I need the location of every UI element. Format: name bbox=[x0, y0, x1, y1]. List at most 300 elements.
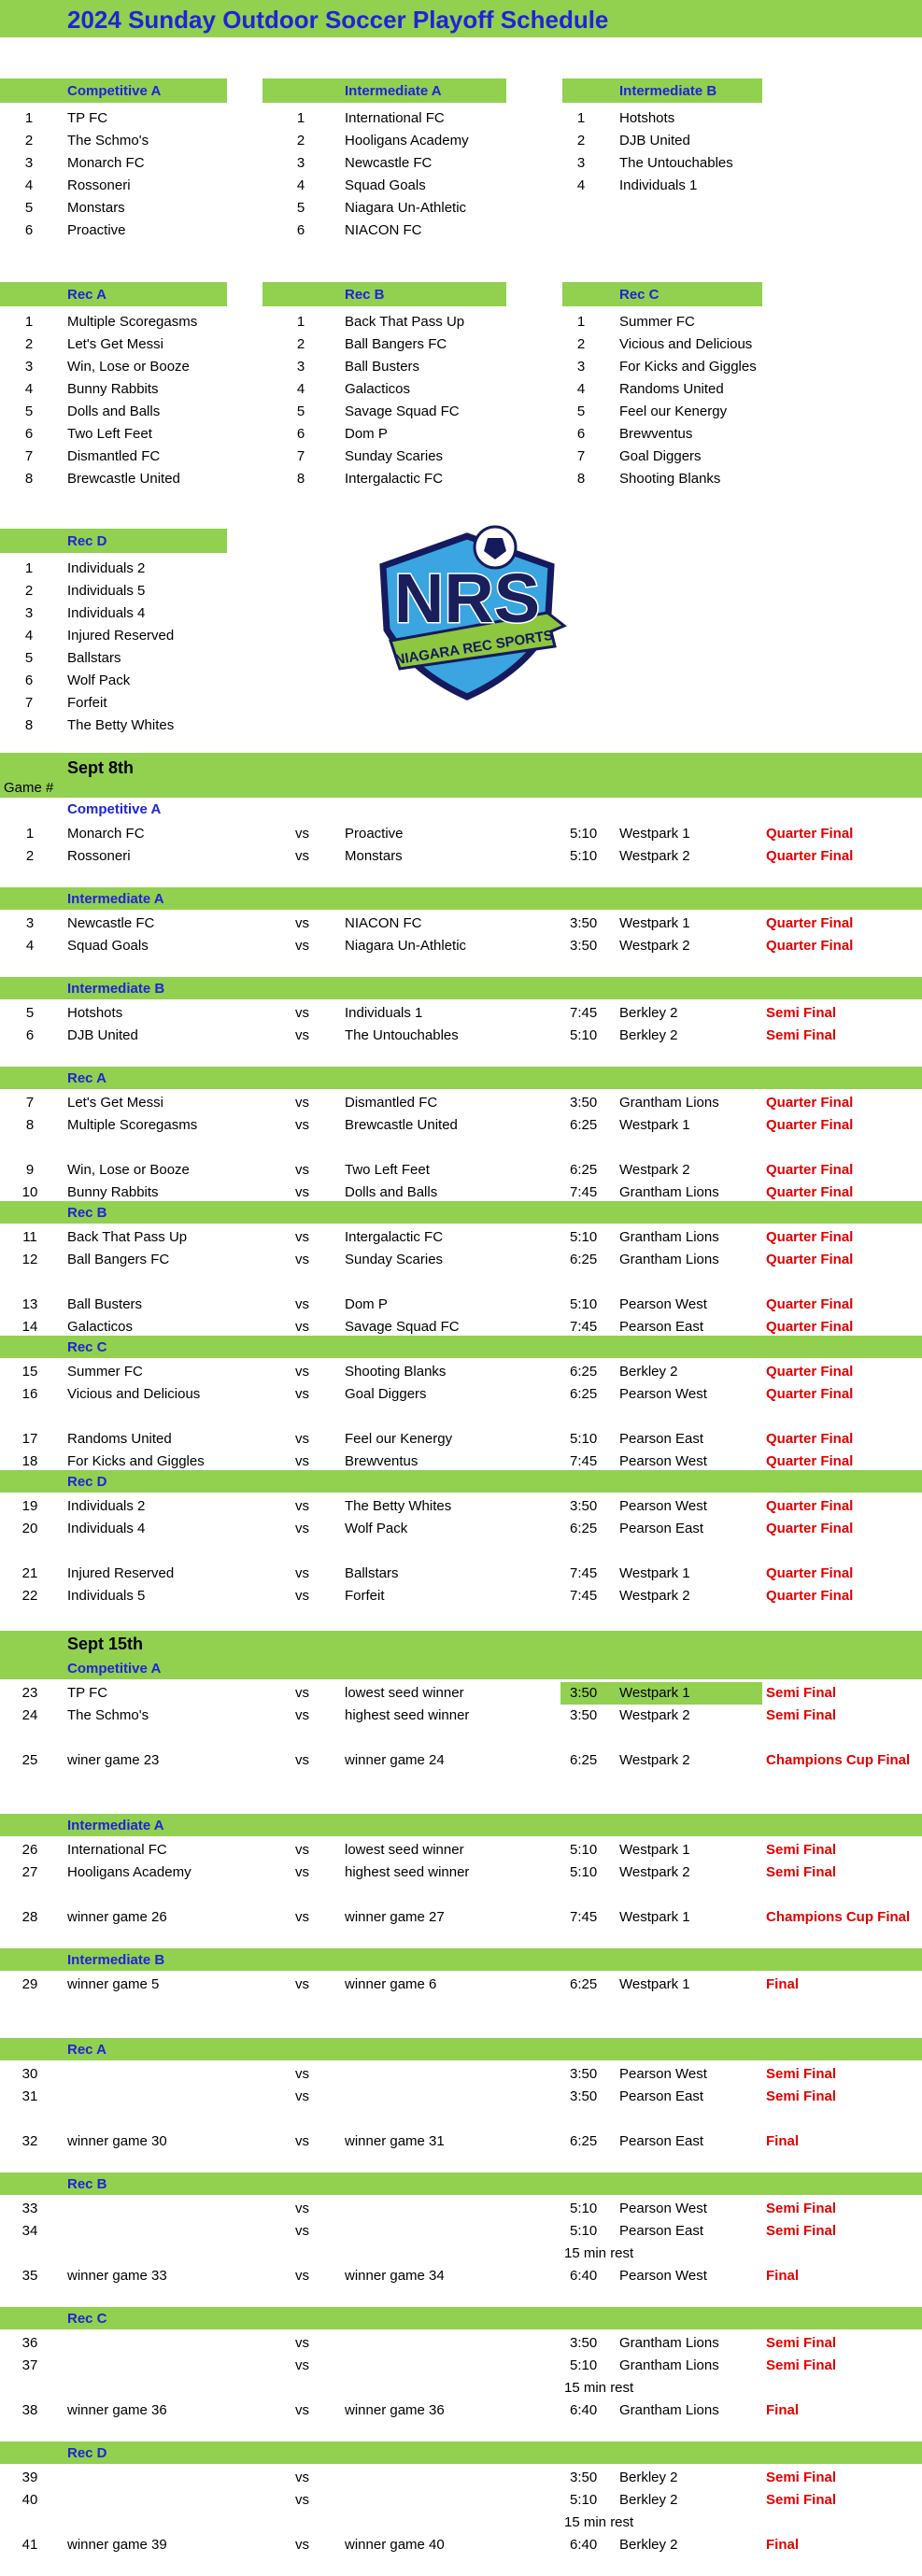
seed-number: 4 bbox=[24, 628, 34, 644]
game-time: 5:10 bbox=[570, 1296, 598, 1312]
team-name: Intergalactic FC bbox=[345, 471, 444, 487]
away-team: Two Left Feet bbox=[345, 1162, 430, 1178]
away-team: Shooting Blanks bbox=[345, 1364, 447, 1380]
field-name: Pearson East bbox=[619, 1319, 704, 1335]
game-number: 26 bbox=[21, 1842, 38, 1858]
vs-label: vs bbox=[295, 2537, 309, 2553]
team-name: Dolls and Balls bbox=[67, 403, 161, 419]
division-title: Rec D bbox=[67, 2445, 107, 2461]
game-number: 6 bbox=[25, 1027, 35, 1043]
field-name: Grantham Lions bbox=[619, 2357, 719, 2373]
division-title: Competitive A bbox=[67, 1661, 162, 1677]
vs-label: vs bbox=[295, 1976, 309, 1992]
team-name: International FC bbox=[345, 110, 445, 126]
home-team: winner game 36 bbox=[67, 2402, 167, 2418]
away-team: lowest seed winner bbox=[345, 1842, 464, 1858]
game-time: 7:45 bbox=[570, 1184, 598, 1200]
vs-label: vs bbox=[295, 2066, 309, 2082]
division-bar bbox=[0, 1067, 922, 1089]
home-team: Rossoneri bbox=[67, 848, 131, 864]
game-number: 22 bbox=[21, 1588, 38, 1604]
round-label: Quarter Final bbox=[766, 1296, 854, 1312]
field-name: Westpark 1 bbox=[619, 1909, 690, 1925]
round-label: Quarter Final bbox=[766, 1521, 854, 1536]
round-label: Semi Final bbox=[766, 1005, 837, 1021]
home-team: Individuals 5 bbox=[67, 1588, 146, 1604]
home-team: Win, Lose or Booze bbox=[67, 1162, 190, 1178]
game-time: 3:50 bbox=[570, 1498, 598, 1514]
field-name: Pearson East bbox=[619, 2133, 704, 2149]
away-team: Savage Squad FC bbox=[345, 1319, 460, 1335]
field-name: Westpark 1 bbox=[619, 1565, 690, 1581]
division-title: Rec C bbox=[67, 2311, 107, 2327]
away-team: Ballstars bbox=[345, 1565, 399, 1581]
seed-number: 7 bbox=[24, 448, 34, 464]
niagara-rec-sports-logo bbox=[364, 519, 570, 702]
home-team: Individuals 4 bbox=[67, 1521, 146, 1536]
seed-number: 6 bbox=[24, 222, 34, 238]
vs-label: vs bbox=[295, 2357, 309, 2373]
vs-label: vs bbox=[295, 2268, 309, 2284]
round-label: Quarter Final bbox=[766, 1588, 854, 1604]
seed-number: 4 bbox=[296, 381, 305, 397]
game-number: 12 bbox=[21, 1252, 38, 1267]
team-name: Monarch FC bbox=[67, 155, 145, 171]
field-name: Westpark 1 bbox=[619, 826, 690, 842]
division-title: Competitive A bbox=[67, 801, 162, 817]
standings-division-title: Rec D bbox=[67, 533, 107, 549]
home-team: Bunny Rabbits bbox=[67, 1184, 159, 1200]
seed-number: 2 bbox=[576, 336, 586, 352]
round-label: Quarter Final bbox=[766, 848, 854, 864]
game-time: 6:25 bbox=[570, 1117, 598, 1133]
standings-division-title: Intermediate B bbox=[619, 83, 717, 99]
home-team: winer game 23 bbox=[67, 1752, 160, 1768]
team-name: Injured Reserved bbox=[67, 628, 175, 644]
vs-label: vs bbox=[295, 2223, 309, 2239]
team-name: Back That Pass Up bbox=[345, 314, 465, 330]
game-time: 7:45 bbox=[570, 1588, 598, 1604]
seed-number: 6 bbox=[576, 426, 586, 442]
round-label: Champions Cup Final bbox=[766, 1752, 911, 1768]
home-team: Galacticos bbox=[67, 1319, 134, 1335]
away-team: Intergalactic FC bbox=[345, 1229, 444, 1245]
field-name: Pearson East bbox=[619, 1521, 704, 1536]
game-time: 7:45 bbox=[570, 1319, 598, 1335]
vs-label: vs bbox=[295, 1095, 309, 1111]
away-team: winner game 6 bbox=[345, 1976, 437, 1992]
field-name: Pearson West bbox=[619, 2268, 707, 2284]
game-time: 5:10 bbox=[570, 1842, 598, 1858]
division-bar bbox=[0, 2442, 922, 2464]
round-label: Semi Final bbox=[766, 2223, 837, 2239]
field-name: Grantham Lions bbox=[619, 2335, 719, 2351]
vs-label: vs bbox=[295, 2133, 309, 2149]
vs-label: vs bbox=[295, 2201, 309, 2216]
field-name: Grantham Lions bbox=[619, 2402, 719, 2418]
field-name: Pearson East bbox=[619, 2223, 704, 2239]
round-label: Semi Final bbox=[766, 2470, 837, 2485]
team-name: Monstars bbox=[67, 200, 125, 216]
game-number: 17 bbox=[21, 1431, 38, 1447]
away-team: Forfeit bbox=[345, 1588, 385, 1604]
team-name: Galacticos bbox=[345, 381, 411, 397]
seed-number: 5 bbox=[24, 200, 34, 216]
team-name: Hooligans Academy bbox=[345, 133, 469, 149]
round-label: Quarter Final bbox=[766, 1565, 854, 1581]
team-name: Let's Get Messi bbox=[67, 336, 163, 352]
game-time: 5:10 bbox=[570, 848, 598, 864]
field-name: Westpark 2 bbox=[619, 1707, 690, 1723]
game-number: 2 bbox=[25, 848, 35, 864]
home-team: For Kicks and Giggles bbox=[67, 1453, 205, 1469]
home-team: The Schmo's bbox=[67, 1707, 149, 1723]
division-title: Intermediate B bbox=[67, 981, 165, 997]
team-name: NIACON FC bbox=[345, 222, 422, 238]
standings-header-bar bbox=[0, 282, 227, 306]
vs-label: vs bbox=[295, 1909, 309, 1925]
home-team: Let's Get Messi bbox=[67, 1095, 163, 1111]
seed-number: 6 bbox=[24, 426, 34, 442]
game-time: 6:25 bbox=[570, 2133, 598, 2149]
game-number: 32 bbox=[21, 2133, 38, 2149]
home-team: winner game 5 bbox=[67, 1976, 160, 1992]
game-time: 3:50 bbox=[570, 938, 598, 954]
round-label: Semi Final bbox=[766, 2335, 837, 2351]
division-bar bbox=[0, 1201, 922, 1224]
standings-division-title: Rec B bbox=[345, 287, 385, 303]
away-team: winner game 34 bbox=[345, 2268, 445, 2284]
round-label: Quarter Final bbox=[766, 1117, 854, 1133]
division-title: Rec A bbox=[67, 2042, 106, 2058]
home-team: International FC bbox=[67, 1842, 167, 1858]
vs-label: vs bbox=[295, 1364, 309, 1380]
game-number: 23 bbox=[21, 1685, 38, 1701]
field-name: Westpark 1 bbox=[619, 1976, 690, 1992]
game-number: 27 bbox=[21, 1864, 38, 1880]
vs-label: vs bbox=[295, 1752, 309, 1768]
round-label: Semi Final bbox=[766, 2201, 837, 2216]
away-team: highest seed winner bbox=[345, 1707, 470, 1723]
round-label: Quarter Final bbox=[766, 938, 854, 954]
round-label: Quarter Final bbox=[766, 1498, 854, 1514]
seed-number: 1 bbox=[576, 314, 586, 330]
away-team: winner game 36 bbox=[345, 2402, 445, 2418]
seed-number: 1 bbox=[296, 314, 305, 330]
game-number: 40 bbox=[21, 2492, 38, 2508]
game-number: 10 bbox=[21, 1184, 38, 1200]
vs-label: vs bbox=[295, 1707, 309, 1723]
game-number: 38 bbox=[21, 2402, 38, 2418]
team-name: Savage Squad FC bbox=[345, 403, 460, 419]
game-number: 33 bbox=[21, 2201, 38, 2216]
field-name: Berkley 2 bbox=[619, 1005, 678, 1021]
team-name: The Untouchables bbox=[619, 155, 733, 171]
round-label: Semi Final bbox=[766, 2066, 837, 2082]
vs-label: vs bbox=[295, 2335, 309, 2351]
standings-header-bar bbox=[0, 529, 227, 553]
rest-note: 15 min rest bbox=[564, 2380, 634, 2396]
game-number: 37 bbox=[21, 2357, 38, 2373]
team-name: Ball Bangers FC bbox=[345, 336, 447, 352]
seed-number: 4 bbox=[24, 177, 34, 193]
seed-number: 2 bbox=[296, 336, 305, 352]
division-title: Rec B bbox=[67, 1205, 107, 1221]
seed-number: 2 bbox=[24, 133, 34, 149]
division-bar bbox=[0, 2307, 922, 2329]
page-title: 2024 Sunday Outdoor Soccer Playoff Schedule bbox=[67, 6, 609, 34]
team-name: Ballstars bbox=[67, 650, 121, 666]
away-team: winner game 31 bbox=[345, 2133, 445, 2149]
game-number: 31 bbox=[21, 2088, 38, 2104]
standings-division-title: Rec A bbox=[67, 287, 106, 303]
vs-label: vs bbox=[295, 2470, 309, 2485]
field-name: Westpark 2 bbox=[619, 1162, 690, 1178]
vs-label: vs bbox=[295, 1296, 309, 1312]
team-name: Individuals 2 bbox=[67, 560, 146, 576]
seed-number: 3 bbox=[24, 605, 34, 621]
vs-label: vs bbox=[295, 1229, 309, 1245]
home-team: Randoms United bbox=[67, 1431, 172, 1447]
field-name: Pearson East bbox=[619, 1431, 704, 1447]
seed-number: 1 bbox=[24, 560, 34, 576]
round-label: Semi Final bbox=[766, 1842, 837, 1858]
round-label: Quarter Final bbox=[766, 1095, 854, 1111]
field-name: Westpark 1 bbox=[619, 1685, 690, 1701]
team-name: Niagara Un-Athletic bbox=[345, 200, 467, 216]
round-label: Quarter Final bbox=[766, 1229, 854, 1245]
seed-number: 3 bbox=[576, 155, 586, 171]
team-name: Forfeit bbox=[67, 695, 107, 711]
team-name: Brewventus bbox=[619, 426, 693, 442]
team-name: Bunny Rabbits bbox=[67, 381, 159, 397]
game-time: 3:50 bbox=[570, 915, 598, 931]
away-team: Brewventus bbox=[345, 1453, 418, 1469]
vs-label: vs bbox=[295, 1842, 309, 1858]
rest-note: 15 min rest bbox=[564, 2514, 634, 2530]
seed-number: 6 bbox=[24, 672, 34, 688]
game-number: 8 bbox=[25, 1117, 35, 1133]
title-bar bbox=[0, 0, 922, 37]
division-title: Intermediate A bbox=[67, 1818, 164, 1833]
field-name: Westpark 1 bbox=[619, 1117, 690, 1133]
away-team: lowest seed winner bbox=[345, 1685, 464, 1701]
game-number: 29 bbox=[21, 1976, 38, 1992]
date-row-bar bbox=[0, 753, 922, 798]
vs-label: vs bbox=[295, 1319, 309, 1335]
seed-number: 5 bbox=[296, 200, 305, 216]
round-label: Semi Final bbox=[766, 2492, 837, 2508]
seed-number: 1 bbox=[296, 110, 305, 126]
team-name: Win, Lose or Booze bbox=[67, 359, 190, 375]
round-label: Champions Cup Final bbox=[766, 1909, 911, 1925]
vs-label: vs bbox=[295, 1162, 309, 1178]
game-time: 6:40 bbox=[570, 2268, 598, 2284]
game-time: 7:45 bbox=[570, 1909, 598, 1925]
game-time: 7:45 bbox=[570, 1005, 598, 1021]
away-team: winner game 40 bbox=[345, 2537, 445, 2553]
game-time: 5:10 bbox=[570, 1229, 598, 1245]
round-label: Quarter Final bbox=[766, 1184, 854, 1200]
seed-number: 3 bbox=[24, 359, 34, 375]
vs-label: vs bbox=[295, 1453, 309, 1469]
home-team: winner game 26 bbox=[67, 1909, 167, 1925]
round-label: Quarter Final bbox=[766, 915, 854, 931]
seed-number: 2 bbox=[296, 133, 305, 149]
game-time: 6:25 bbox=[570, 1252, 598, 1267]
team-name: Dismantled FC bbox=[67, 448, 161, 464]
rest-note: 15 min rest bbox=[564, 2245, 634, 2261]
seed-number: 3 bbox=[296, 155, 305, 171]
field-name: Westpark 1 bbox=[619, 1842, 690, 1858]
round-label: Quarter Final bbox=[766, 1431, 854, 1447]
team-name: Summer FC bbox=[619, 314, 695, 330]
vs-label: vs bbox=[295, 2492, 309, 2508]
seed-number: 1 bbox=[24, 110, 34, 126]
game-time: 5:10 bbox=[570, 1431, 598, 1447]
division-title: Rec D bbox=[67, 1474, 107, 1490]
home-team: Multiple Scoregasms bbox=[67, 1117, 198, 1133]
vs-label: vs bbox=[295, 1588, 309, 1604]
round-label: Quarter Final bbox=[766, 1319, 854, 1335]
logo-letters: NRS bbox=[393, 559, 541, 637]
vs-label: vs bbox=[295, 1498, 309, 1514]
away-team: The Betty Whites bbox=[345, 1498, 452, 1514]
seed-number: 5 bbox=[296, 403, 305, 419]
game-time: 6:40 bbox=[570, 2537, 598, 2553]
game-time: 6:25 bbox=[570, 1162, 598, 1178]
team-name: Rossoneri bbox=[67, 177, 131, 193]
seed-number: 5 bbox=[24, 403, 34, 419]
division-bar bbox=[0, 1336, 922, 1358]
round-label: Quarter Final bbox=[766, 1386, 854, 1402]
team-name: Ball Busters bbox=[345, 359, 420, 375]
game-time: 6:25 bbox=[570, 1364, 598, 1380]
vs-label: vs bbox=[295, 1521, 309, 1536]
division-bar bbox=[0, 2173, 922, 2195]
game-time: 3:50 bbox=[570, 2066, 598, 2082]
away-team: Feel our Kenergy bbox=[345, 1431, 453, 1447]
away-team: Dolls and Balls bbox=[345, 1184, 438, 1200]
game-number: 7 bbox=[25, 1095, 35, 1111]
seed-number: 7 bbox=[296, 448, 305, 464]
vs-label: vs bbox=[295, 2402, 309, 2418]
vs-label: vs bbox=[295, 938, 309, 954]
game-number: 4 bbox=[25, 938, 35, 954]
game-number: 16 bbox=[21, 1386, 38, 1402]
away-team: Wolf Pack bbox=[345, 1521, 408, 1536]
round-label: Semi Final bbox=[766, 2088, 837, 2104]
division-title: Rec A bbox=[67, 1070, 106, 1086]
home-team: winner game 39 bbox=[67, 2537, 167, 2553]
home-team: Monarch FC bbox=[67, 826, 145, 842]
team-name: Goal Diggers bbox=[619, 448, 702, 464]
seed-number: 5 bbox=[576, 403, 586, 419]
home-team: Ball Busters bbox=[67, 1296, 143, 1312]
away-team: Brewcastle United bbox=[345, 1117, 458, 1133]
home-team: Vicious and Delicious bbox=[67, 1386, 201, 1402]
game-number: 9 bbox=[25, 1162, 35, 1178]
seed-number: 4 bbox=[576, 177, 586, 193]
division-title: Rec C bbox=[67, 1339, 107, 1355]
field-name: Pearson West bbox=[619, 2201, 707, 2216]
field-name: Pearson West bbox=[619, 1296, 707, 1312]
seed-number: 3 bbox=[576, 359, 586, 375]
home-team: DJB United bbox=[67, 1027, 138, 1043]
game-time: 5:10 bbox=[570, 2223, 598, 2239]
field-name: Westpark 2 bbox=[619, 938, 690, 954]
seed-number: 8 bbox=[24, 471, 34, 487]
game-time: 5:10 bbox=[570, 2492, 598, 2508]
seed-number: 6 bbox=[296, 426, 305, 442]
home-team: Squad Goals bbox=[67, 938, 149, 954]
game-time: 3:50 bbox=[570, 1095, 598, 1111]
field-name: Pearson West bbox=[619, 2066, 707, 2082]
home-team: Summer FC bbox=[67, 1364, 143, 1380]
round-label: Final bbox=[766, 2268, 800, 2284]
division-title: Intermediate A bbox=[67, 891, 164, 907]
home-team: Back That Pass Up bbox=[67, 1229, 188, 1245]
away-team: winner game 24 bbox=[345, 1752, 445, 1768]
seed-number: 2 bbox=[576, 133, 586, 149]
vs-label: vs bbox=[295, 1685, 309, 1701]
vs-label: vs bbox=[295, 1565, 309, 1581]
team-name: TP FC bbox=[67, 110, 108, 126]
away-team: Niagara Un-Athletic bbox=[345, 938, 467, 954]
team-name: Vicious and Delicious bbox=[619, 336, 753, 352]
game-time: 3:50 bbox=[570, 1685, 598, 1701]
game-number: 15 bbox=[21, 1364, 38, 1380]
game-number: 25 bbox=[21, 1752, 38, 1768]
game-time: 5:10 bbox=[570, 2357, 598, 2373]
round-label: Semi Final bbox=[766, 2357, 837, 2373]
field-name: Pearson West bbox=[619, 1453, 707, 1469]
division-bar bbox=[0, 2038, 922, 2060]
game-time: 5:10 bbox=[570, 1864, 598, 1880]
team-name: Two Left Feet bbox=[67, 426, 152, 442]
team-name: Shooting Blanks bbox=[619, 471, 721, 487]
team-name: Individuals 5 bbox=[67, 583, 146, 599]
game-time: 6:25 bbox=[570, 1521, 598, 1536]
away-team: Proactive bbox=[345, 826, 404, 842]
game-time: 7:45 bbox=[570, 1565, 598, 1581]
game-number: 11 bbox=[22, 1229, 37, 1245]
home-team: Newcastle FC bbox=[67, 915, 155, 931]
field-name: Berkley 2 bbox=[619, 2537, 678, 2553]
round-label: Quarter Final bbox=[766, 1364, 854, 1380]
field-name: Pearson West bbox=[619, 1386, 707, 1402]
vs-label: vs bbox=[295, 1117, 309, 1133]
seed-number: 8 bbox=[296, 471, 305, 487]
field-name: Westpark 1 bbox=[619, 915, 690, 931]
away-team: Individuals 1 bbox=[345, 1005, 423, 1021]
field-name: Berkley 2 bbox=[619, 2492, 678, 2508]
game-number: 34 bbox=[21, 2223, 38, 2239]
round-label: Quarter Final bbox=[766, 1453, 854, 1469]
game-number: 13 bbox=[21, 1296, 38, 1312]
team-name: DJB United bbox=[619, 133, 690, 149]
seed-number: 8 bbox=[24, 717, 34, 733]
game-number-column-label: Game # bbox=[4, 780, 54, 796]
round-label: Final bbox=[766, 2402, 800, 2418]
vs-label: vs bbox=[295, 1864, 309, 1880]
game-number: 14 bbox=[21, 1319, 38, 1335]
game-number: 41 bbox=[21, 2537, 38, 2553]
game-time: 3:50 bbox=[570, 1707, 598, 1723]
field-name: Pearson East bbox=[619, 2088, 704, 2104]
team-name: Feel our Kenergy bbox=[619, 403, 728, 419]
vs-label: vs bbox=[295, 1184, 309, 1200]
